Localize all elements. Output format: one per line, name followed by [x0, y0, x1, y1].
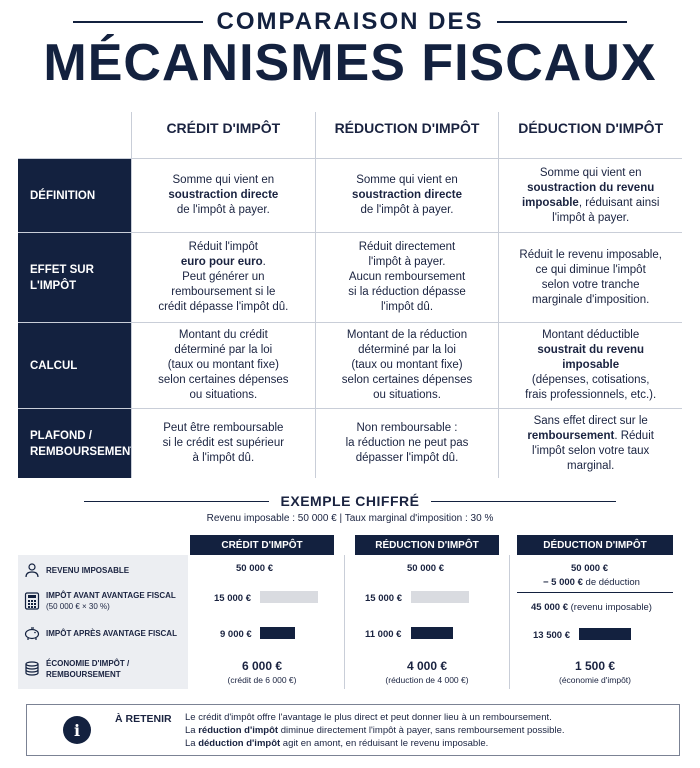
economie-value: 4 000 € — [406, 659, 448, 673]
impot-apres-bar — [260, 627, 295, 639]
economie-note: (crédit de 6 000 €) — [227, 675, 297, 685]
example-column-credit — [190, 535, 334, 555]
table-row-definition — [18, 158, 682, 232]
table-cell: Montant du crédit déterminé par la loi (taux ou montant fixe) selon certaines dépenses ou situations. — [131, 323, 315, 408]
table-cell: Non remboursable : la réduction ne peut pas dépasser l'impôt dû. — [315, 409, 499, 478]
economie-note: (réduction de 4 000 €) — [385, 675, 469, 685]
retain-title: À RETENIR — [115, 713, 172, 725]
label-impot-apres: IMPÔT APRÈS AVANTAGE FISCAL — [18, 621, 188, 645]
title-block — [0, 8, 700, 92]
comparison-table — [18, 112, 682, 478]
title-rule-left — [73, 21, 203, 23]
impot-apres-value: 9 000 € — [220, 629, 252, 640]
example-header-reduction: RÉDUCTION D'IMPÔT — [355, 535, 499, 555]
calculator-icon — [18, 592, 46, 610]
impot-avant-bar — [260, 591, 318, 603]
example-heading: EXEMPLE CHIFFRÉ — [280, 493, 420, 509]
row-label: DÉFINITION — [18, 159, 131, 232]
impot-apres-value: 11 000 € — [365, 629, 402, 640]
table-cell: Somme qui vient en soustraction directe de l'impôt à payer. — [131, 159, 315, 232]
example-header-credit: CRÉDIT D'IMPÔT — [190, 535, 334, 555]
table-cell: Somme qui vient en soustraction du revenu imposable, réduisant ainsi l'impôt à payer. — [498, 159, 682, 232]
revenu-value: 50 000 € — [236, 563, 273, 574]
table-row-plafond — [18, 408, 682, 478]
title-rule-right — [497, 21, 627, 23]
label-revenu: REVENU IMPOSABLE — [18, 559, 188, 581]
deduction-line: − 5 000 € de déduction — [543, 577, 640, 588]
title-line-1: COMPARAISON DES — [216, 8, 484, 35]
row-label: EFFET SUR L'IMPÔT — [18, 233, 131, 322]
retain-line-3: La déduction d'impôt agit en amont, en réduisant le revenu imposable. — [185, 737, 489, 749]
revenu-value: 50 000 € — [407, 563, 444, 574]
info-icon: i — [63, 716, 91, 744]
table-cell: Réduit directement l'impôt à payer. Aucun remboursement si la réduction dépasse l'impôt dû. — [315, 233, 499, 322]
impot-apres-bar — [579, 628, 631, 640]
retain-line-2: La réduction d'impôt diminue directement l'impôt à payer, sans remboursement possible. — [185, 724, 565, 736]
retain-lines — [185, 711, 565, 750]
title-line-2: MÉCANISMES FISCAUX — [43, 34, 657, 92]
label-economie: ÉCONOMIE D'IMPÔT / REMBOURSEMENT — [18, 655, 188, 683]
piggy-bank-icon — [18, 626, 46, 640]
table-row-calcul — [18, 322, 682, 408]
impot-avant-bar — [411, 591, 469, 603]
economie-value: 1 500 € — [574, 659, 616, 673]
economie-value: 6 000 € — [241, 659, 283, 673]
table-row-effet — [18, 232, 682, 322]
example-title — [0, 493, 700, 509]
economie-note: (économie d'impôt) — [558, 675, 631, 685]
impot-apres-bar — [411, 627, 453, 639]
example-column-reduction — [355, 535, 499, 555]
row-label: PLAFOND / REMBOURSEMENT — [18, 409, 131, 478]
impot-apres-value: 13 500 € — [533, 630, 570, 641]
table-header — [18, 112, 682, 158]
coins-icon — [18, 660, 46, 678]
deduction-rule — [517, 592, 673, 593]
column-header-reduction: RÉDUCTION D'IMPÔT — [315, 112, 499, 158]
revenu-value: 50 000 € — [571, 563, 608, 574]
retain-box — [26, 704, 680, 756]
example-body-credit — [190, 555, 334, 689]
column-header-credit: CRÉDIT D'IMPÔT — [131, 112, 315, 158]
impot-avant-value: 15 000 € — [365, 593, 402, 604]
revenu-net-line: 45 000 € (revenu imposable) — [531, 602, 652, 613]
example-labels — [18, 555, 188, 689]
example-column-deduction — [517, 535, 673, 555]
row-label: CALCUL — [18, 323, 131, 408]
example-header-deduction: DÉDUCTION D'IMPÔT — [517, 535, 673, 555]
table-cell: Sans effet direct sur le remboursement. Réduit l'impôt selon votre taux marginal. — [498, 409, 682, 478]
table-cell: Somme qui vient en soustraction directe de l'impôt à payer. — [315, 159, 499, 232]
example-subtitle: Revenu imposable : 50 000 € | Taux marginal d'imposition : 30 % — [206, 513, 494, 524]
table-cell: Réduit le revenu imposable, ce qui diminue l'impôt selon votre tranche marginale d'imposition. — [498, 233, 682, 322]
table-cell: Montant déductible soustrait du revenu imposable (dépenses, cotisations, frais professionnels, etc.). — [498, 323, 682, 408]
example-body-deduction — [517, 555, 673, 689]
table-cell: Réduit l'impôt euro pour euro. Peut générer un remboursement si le crédit dépasse l'impôt dû. — [131, 233, 315, 322]
impot-avant-value: 15 000 € — [214, 593, 251, 604]
label-impot-avant: IMPÔT AVANT AVANTAGE FISCAL (50 000 € × 30 %) — [18, 587, 188, 615]
table-cell: Peut être remboursable si le crédit est supérieur à l'impôt dû. — [131, 409, 315, 478]
person-icon — [18, 562, 46, 578]
retain-line-1: Le crédit d'impôt offre l'avantage le plus direct et peut donner lieu à un remboursement. — [185, 711, 552, 723]
example-body-reduction — [344, 555, 510, 689]
column-header-deduction: DÉDUCTION D'IMPÔT — [498, 112, 682, 158]
table-cell: Montant de la réduction déterminé par la loi (taux ou montant fixe) selon certaines dépenses ou situations. — [315, 323, 499, 408]
